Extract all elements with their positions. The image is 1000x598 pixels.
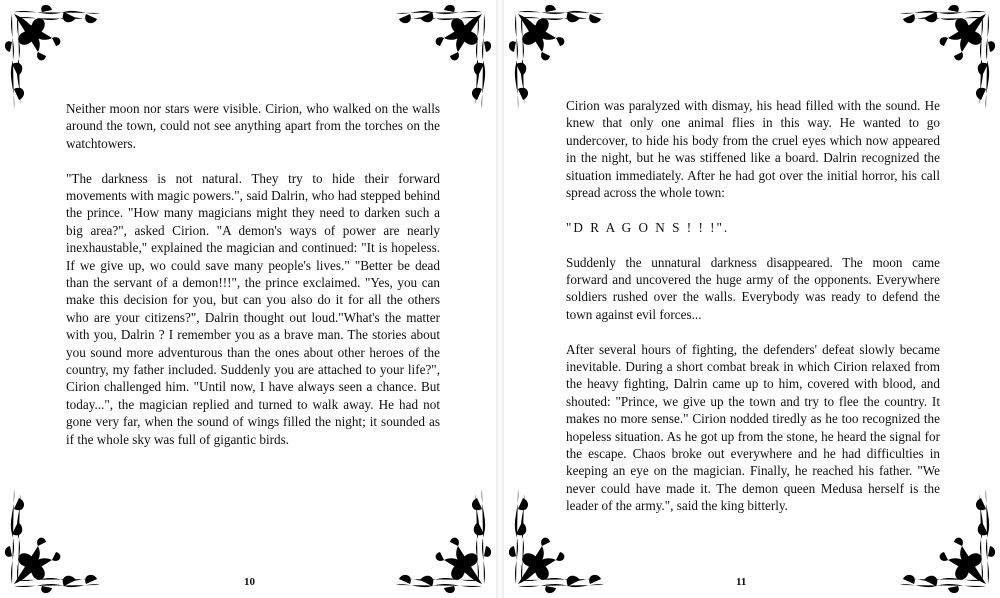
corner-ornament-icon [392,484,492,594]
left-page-text [66,100,440,466]
paragraph: After several hours of fighting, the defenders' defeat slowly became inevitable. During a short combat break in which Cirion relaxed from the heavy fighting, Dalrin came up to him, covered with blood, and shouted: "Prince, we give up the town and try to flee the country. It makes no more sense." Cirion nodded tiredly as he too recognized the hopeless situation. As he got up from the stone, he heard the signal for the escape. Chaos broke out everywhere and he had difficulties in keeping an eye on the magician. Finally, he reached his father. "We never could have made it. The demon queen Medusa herself is the leader of the army.", said the king bitterly. [566,341,940,514]
paragraph: Suddenly the unnatural darkness disappeared. The moon came forward and uncovered the huge army of the opponents. Everywhere soldiers rushed over the walls. Everybody was ready to defend the town against evil forces... [566,254,940,322]
left-page [0,0,496,598]
corner-ornament-icon [392,4,492,114]
paragraph: Neither moon nor stars were visible. Cirion, who walked on the walls around the town, could not see anything apart from the torches on the watchtowers. [66,101,440,151]
page-number: 11 [736,576,747,588]
corner-ornament-icon [4,4,104,114]
page-number: 10 [244,576,255,588]
paragraph: Cirion was paralyzed with dismay, his head filled with the sound. He knew that only one animal flies in this way. He wanted to go undercover, to hide his body from the cruel eyes which now appeared in the night, but he was stiffened like a board. Dalrin recognized the situation immediately. After he had got over the initial horror, his call spread across the whole town: [566,98,940,201]
corner-ornament-icon [4,484,104,594]
paragraph: "D R A G O N S ! ! !". [566,219,730,235]
book-gutter [496,0,504,598]
paragraph: "The darkness is not natural. They try to hide their forward movements with magic powers.", said Dalrin, who had stepped behind the prince. "How many magicians might they need to darken such a big area?", asked Cirion. "A demon's ways of power are nearly inexhaustable," explained the magician and continued: "It is hopeless. If we give up, wo could save many people's lives." "Better be dead than the servant of a demon!!!", the prince exclaimed. "Yes, you can make this decision for you, but can you also do it for all the others who are your citizens?", Dalrin thought out loud."What's the matter with you, Dalrin ? I remember you as a brave man. The stories about you sound more adventurous than the ones about other heroes of the country, my father included. Suddenly you are attached to your life?", Cirion challenged him. "Until now, I have always seen a chance. But today...", the magician replied and turned to walk away. He had not gone very far, when the sound of wings filled the night; it sounded as if the whole sky was full of gigantic birds. [66,170,440,447]
right-page-text [566,97,940,532]
right-page [504,0,1000,598]
